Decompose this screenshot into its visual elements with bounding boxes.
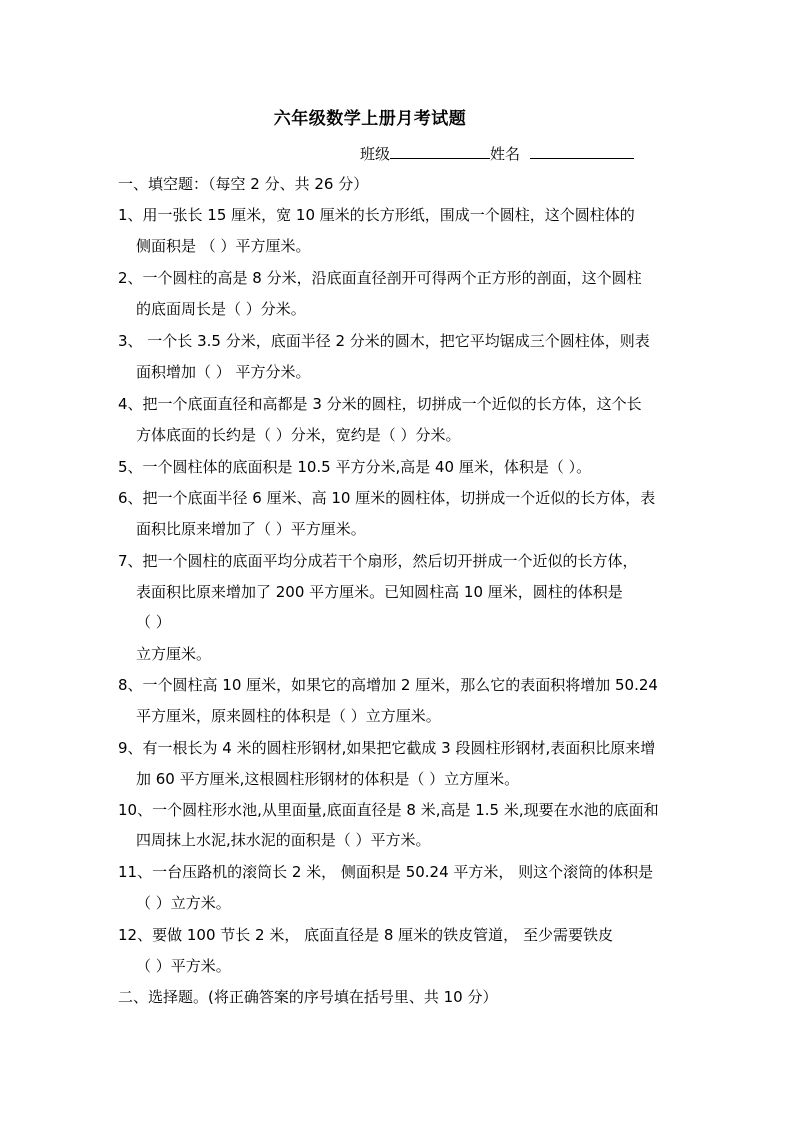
- question-7-line-4: 立方厘米。: [136, 645, 212, 663]
- question-12-line-2: （ ）平方米。: [136, 957, 231, 975]
- question-12-line-1: 12、要做 100 节长 2 米， 底面直径是 8 厘米的铁皮管道， 至少需要铁皮: [118, 926, 613, 944]
- name-label: 姓名: [490, 145, 521, 163]
- question-11-line-2: （ ）立方米。: [136, 894, 231, 912]
- question-7-line-1: 7、把一个圆柱的底面平均分成若干个扇形，然后切开拼成一个近似的长方体，: [118, 552, 638, 570]
- question-9-line-1: 9、有一根长为 4 米的圆柱形钢材,如果把它截成 3 段圆柱形钢材,表面积比原来增: [118, 739, 656, 757]
- question-7-line-3: （ ）: [136, 613, 171, 631]
- question-7-line-2: 表面积比原来增加了 200 平方厘米。已知圆柱高 10 厘米，圆柱的体积是: [136, 583, 623, 601]
- class-name-line: [360, 143, 634, 164]
- question-5-line-1: 5、一个圆柱体的底面积是 10.5 平方分米,高是 40 厘米，体积是（ ）。: [118, 458, 592, 476]
- question-2-line-1: 2、一个圆柱的高是 8 分米，沿底面直径剖开可得两个正方形的剖面，这个圆柱: [118, 269, 642, 287]
- page-title: 六年级数学上册月考试题: [273, 109, 467, 129]
- question-11-line-1: 11、一台压路机的滚筒长 2 米， 侧面积是 50.24 平方米， 则这个滚筒的体积是: [118, 863, 654, 881]
- question-8-line-2: 平方厘米，原来圆柱的体积是（ ）立方厘米。: [136, 707, 441, 725]
- class-label: 班级: [360, 145, 391, 163]
- question-2-line-2: 的底面周长是（ ）分米。: [136, 300, 306, 318]
- question-10-line-1: 10、一个圆柱形水池,从里面量,底面直径是 8 米,高是 1.5 米,现要在水池的底面和: [118, 801, 659, 819]
- section-choice-heading: 二、选择题。(将正确答案的序号填在括号里、共 10 分）: [118, 988, 498, 1006]
- question-1-line-1: 1、用一张长 15 厘米，宽 10 厘米的长方形纸，围成一个圆柱，这个圆柱体的: [118, 206, 635, 224]
- question-4-line-2: 方体底面的长约是（ ）分米，宽约是（ ）分米。: [136, 426, 461, 444]
- question-3-line-1: 3、 一个长 3.5 分米，底面半径 2 分米的圆木，把它平均锯成三个圆柱体，则表: [118, 332, 650, 350]
- question-6-line-2: 面积比原来增加了（ ）平方厘米。: [136, 520, 366, 538]
- question-8-line-1: 8、一个圆柱高 10 厘米，如果它的高增加 2 厘米，那么它的表面积将增加 50.24: [118, 676, 658, 694]
- section-fill-blank-heading: 一、填空题：（每空 2 分、共 26 分）: [118, 175, 369, 193]
- question-1-line-2: 侧面积是 （ ）平方厘米。: [136, 237, 311, 255]
- question-6-line-1: 6、把一个底面半径 6 厘米、高 10 厘米的圆柱体，切拼成一个近似的长方体，表: [118, 489, 656, 507]
- question-3-line-2: 面积增加（ ） 平方分米。: [136, 363, 311, 381]
- name-blank[interactable]: [530, 144, 634, 159]
- question-4-line-1: 4、把一个底面直径和高都是 3 分米的圆柱，切拼成一个近似的长方体，这个长: [118, 395, 642, 413]
- class-blank[interactable]: [390, 144, 490, 159]
- question-10-line-2: 四周抹上水泥,抹水泥的面积是（ ）平方米。: [136, 831, 431, 849]
- question-9-line-2: 加 60 平方厘米,这根圆柱形钢材的体积是（ ）立方厘米。: [136, 770, 520, 788]
